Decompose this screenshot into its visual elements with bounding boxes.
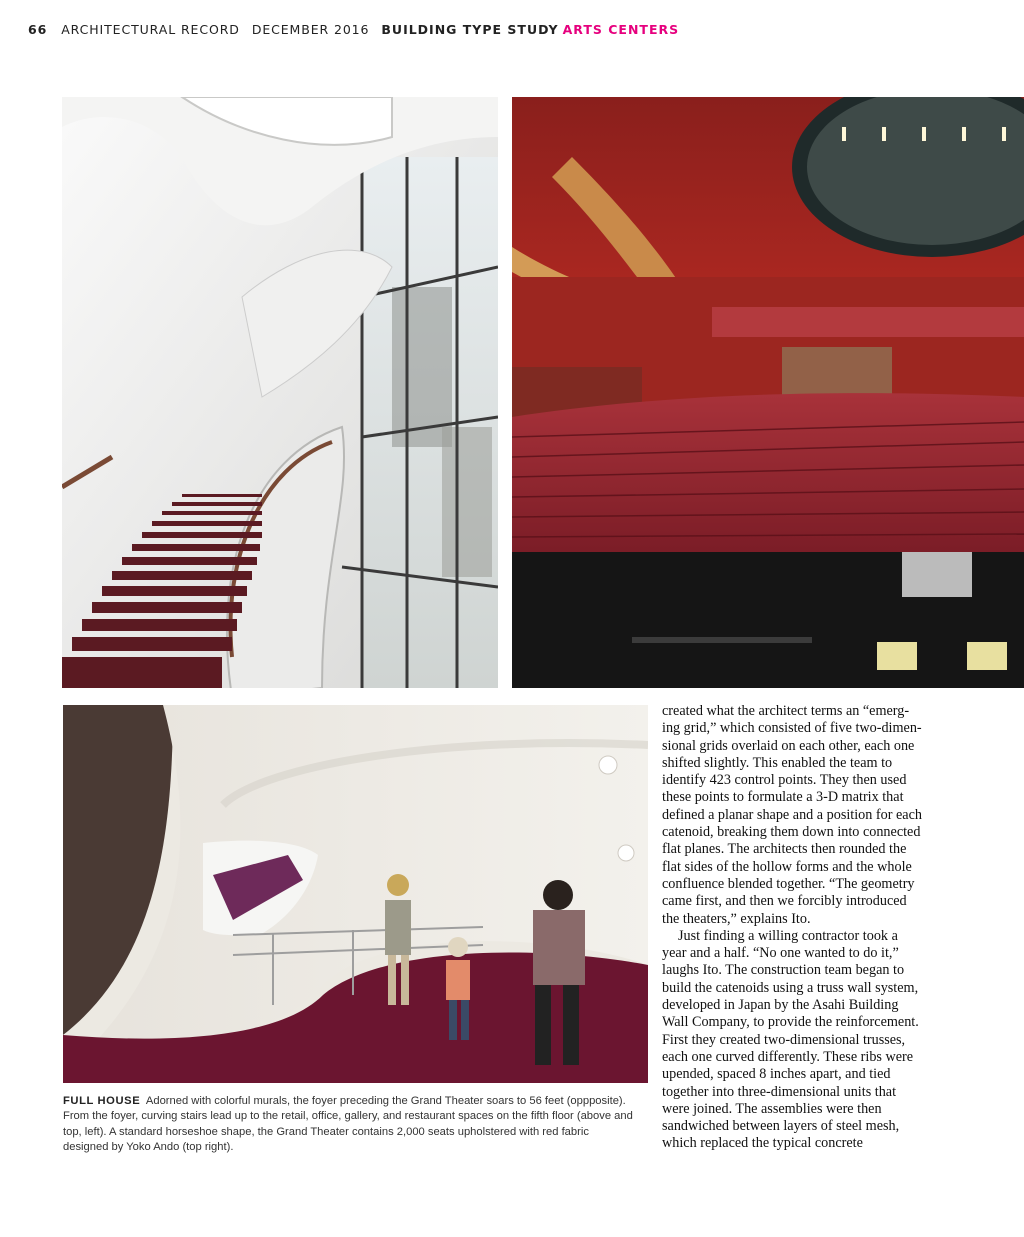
- section-label: BUILDING TYPE STUDY: [381, 22, 559, 37]
- foyer-stair-photo: [62, 97, 498, 688]
- article-line: laughs Ito. The construction team began to: [662, 962, 905, 979]
- article-line: build the catenoids using a truss wall system,: [662, 979, 919, 996]
- article-line: created what the architect terms an “emerg-: [662, 703, 910, 719]
- article-line: sandwiched between layers of steel mesh,: [662, 1118, 900, 1135]
- article-line: defined a planar shape and a position for each: [662, 806, 922, 823]
- caption-line: designed by Yoko Ando (top right).: [63, 1141, 234, 1154]
- caption-line: Adorned with colorful murals, the foyer preceding the Grand Theater soars to 56 feet (oppposite).: [145, 1095, 626, 1107]
- caption-line: From the foyer, curving stairs lead up to the retail, office, gallery, and restaurant spaces on the fifth floor (above and: [63, 1110, 633, 1123]
- article-line: each one curved differently. These ribs were: [662, 1048, 914, 1065]
- article-line: Wall Company, to provide the reinforcement.: [662, 1014, 919, 1031]
- article-line: ing grid,” which consisted of five two-dimen-: [662, 720, 922, 737]
- article-line: together into three-dimensional units that: [662, 1083, 897, 1100]
- article-paragraph: [662, 703, 952, 928]
- article-line: Just finding a willing contractor took a: [678, 927, 898, 944]
- photo-caption: [63, 1094, 653, 1156]
- article-line: came first, and then we forcibly introduced: [662, 893, 907, 910]
- caption-line: top, left). A standard horseshoe shape, the Grand Theater contains 2,000 seats upholstered with red fabric: [63, 1125, 589, 1138]
- article-line: flat sides of the hollow forms and the whole: [662, 858, 912, 875]
- article-paragraph: [662, 928, 952, 1153]
- article-line: year and a half. “No one wanted to do it,”: [662, 945, 899, 962]
- topic-label: ARTS CENTERS: [562, 22, 680, 37]
- caption-lead: FULL HOUSE: [63, 1095, 141, 1107]
- publication-name: ARCHITECTURAL RECORD: [61, 22, 240, 37]
- running-header: [28, 22, 691, 37]
- foyer-family-photo: [63, 705, 648, 1083]
- article-line: catenoid, breaking them down into connected: [662, 824, 921, 841]
- issue-date: DECEMBER 2016: [251, 22, 370, 37]
- article-body: [662, 703, 952, 1153]
- article-line: sional grids overlaid on each other, each one: [662, 737, 915, 754]
- article-line: the theaters,” explains Ito.: [662, 910, 811, 927]
- page-number: 66: [28, 22, 48, 37]
- article-line: First they created two-dimensional trusses,: [662, 1031, 906, 1048]
- article-line: developed in Japan by the Asahi Building: [662, 997, 899, 1014]
- article-line: identify 423 control points. They then used: [662, 772, 907, 789]
- article-line: confluence blended together. “The geometry: [662, 875, 915, 892]
- article-line: which replaced the typical concrete: [662, 1135, 863, 1152]
- article-line: shifted slightly. This enabled the team to: [662, 754, 893, 771]
- article-line: were joined. The assemblies were then: [662, 1100, 882, 1117]
- article-line: these points to formulate a 3-D matrix that: [662, 789, 904, 806]
- article-line: flat planes. The architects then rounded the: [662, 841, 907, 858]
- article-line: upended, spaced 8 inches apart, and tied: [662, 1066, 891, 1083]
- grand-theater-photo: [512, 97, 1024, 688]
